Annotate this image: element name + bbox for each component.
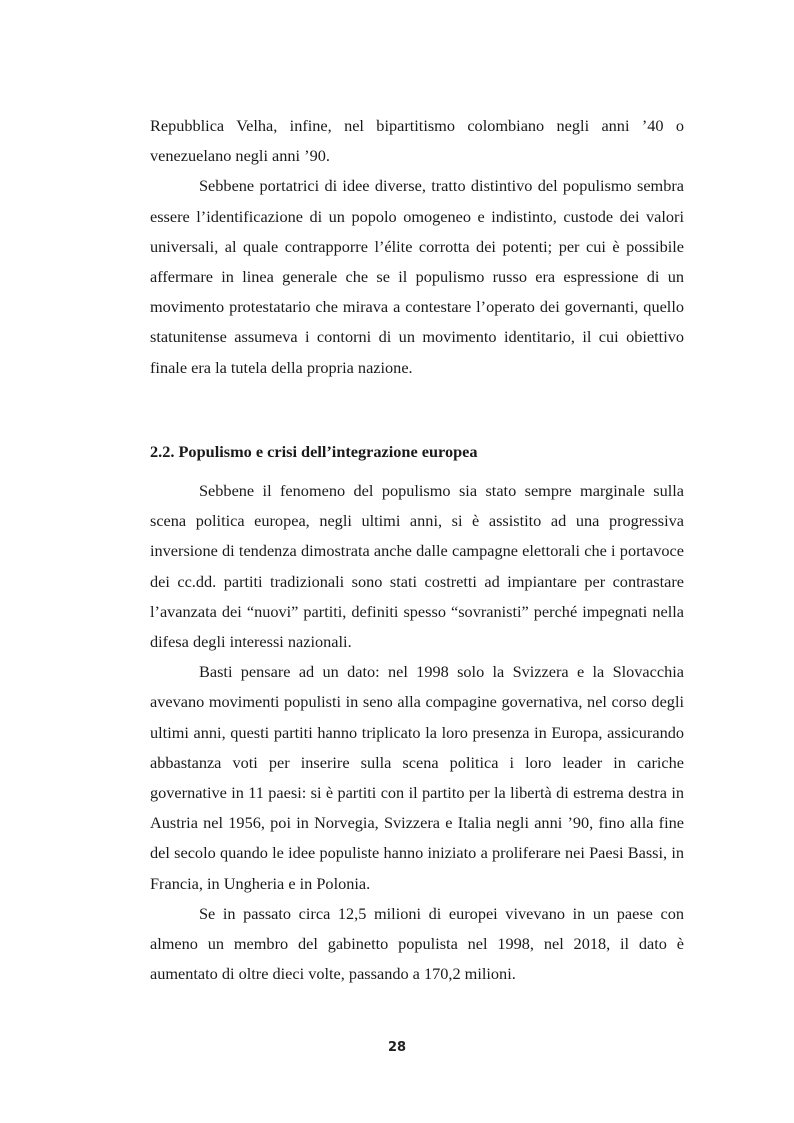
body-text-section bbox=[150, 476, 684, 989]
paragraph: Sebbene portatrici di idee diverse, tratto distintivo del populismo sembra essere l’identificazione di un popolo omogeneo e indistinto, custode dei valori universali, al quale contrapporre l’élite corrotta dei potenti; per cui è possibile affermare in linea generale che se il populismo russo era espressione di un movimento protestatario che mirava a contestare l’operato dei governanti, quello statunitense assumeva i contorni di un movimento identitario, il cui obiettivo finale era la tutela della propria nazione. bbox=[150, 176, 684, 377]
page-number: 28 bbox=[387, 1040, 407, 1055]
paragraph: Se in passato circa 12,5 milioni di europei vivevano in un paese con almeno un membro del gabinetto populista nel 1998, nel 2018, il dato è aumentato di oltre dieci volte, passando a 170,2 milioni. bbox=[150, 903, 684, 984]
body-text-top bbox=[150, 111, 684, 383]
paragraph: Basti pensare ad un dato: nel 1998 solo la Svizzera e la Slovacchia avevano movimenti populisti in seno alla compagine governativa, nel corso degli ultimi anni, questi partiti hanno triplicato la loro presenza in Europa, assicurando abbastanza voti per inserire sulla scena politica i loro leader in cariche governative in 11 paesi: si è partiti con il partito per la libertà di estrema destra in Austria nel 1956, poi in Norvegia, Svizzera e Italia negli anni ’90, fino alla fine del secolo quando le idee populiste hanno iniziato a proliferare nei Paesi Bassi, in Francia, in Ungheria e in Polonia. bbox=[150, 662, 684, 893]
paragraph: Sebbene il fenomeno del populismo sia stato sempre marginale sulla scena politica europea, negli ultimi anni, si è assistito ad una progressiva inversione di tendenza dimostrata anche dalle campagne elettorali che i portavoce dei cc.dd. partiti tradizionali sono stati costretti ad impiantare per contrastare l’avanzata dei “nuovi” partiti, definiti spesso “sovranisti” perché impegnati nella difesa degli interessi nazionali. bbox=[150, 481, 684, 652]
section-heading: 2.2. Populismo e crisi dell’integrazione europea bbox=[150, 442, 478, 461]
paragraph-continuation: Repubblica Velha, infine, nel bipartitismo colombiano negli anni ’40 o venezuelano negli anni ’90. bbox=[150, 116, 684, 166]
